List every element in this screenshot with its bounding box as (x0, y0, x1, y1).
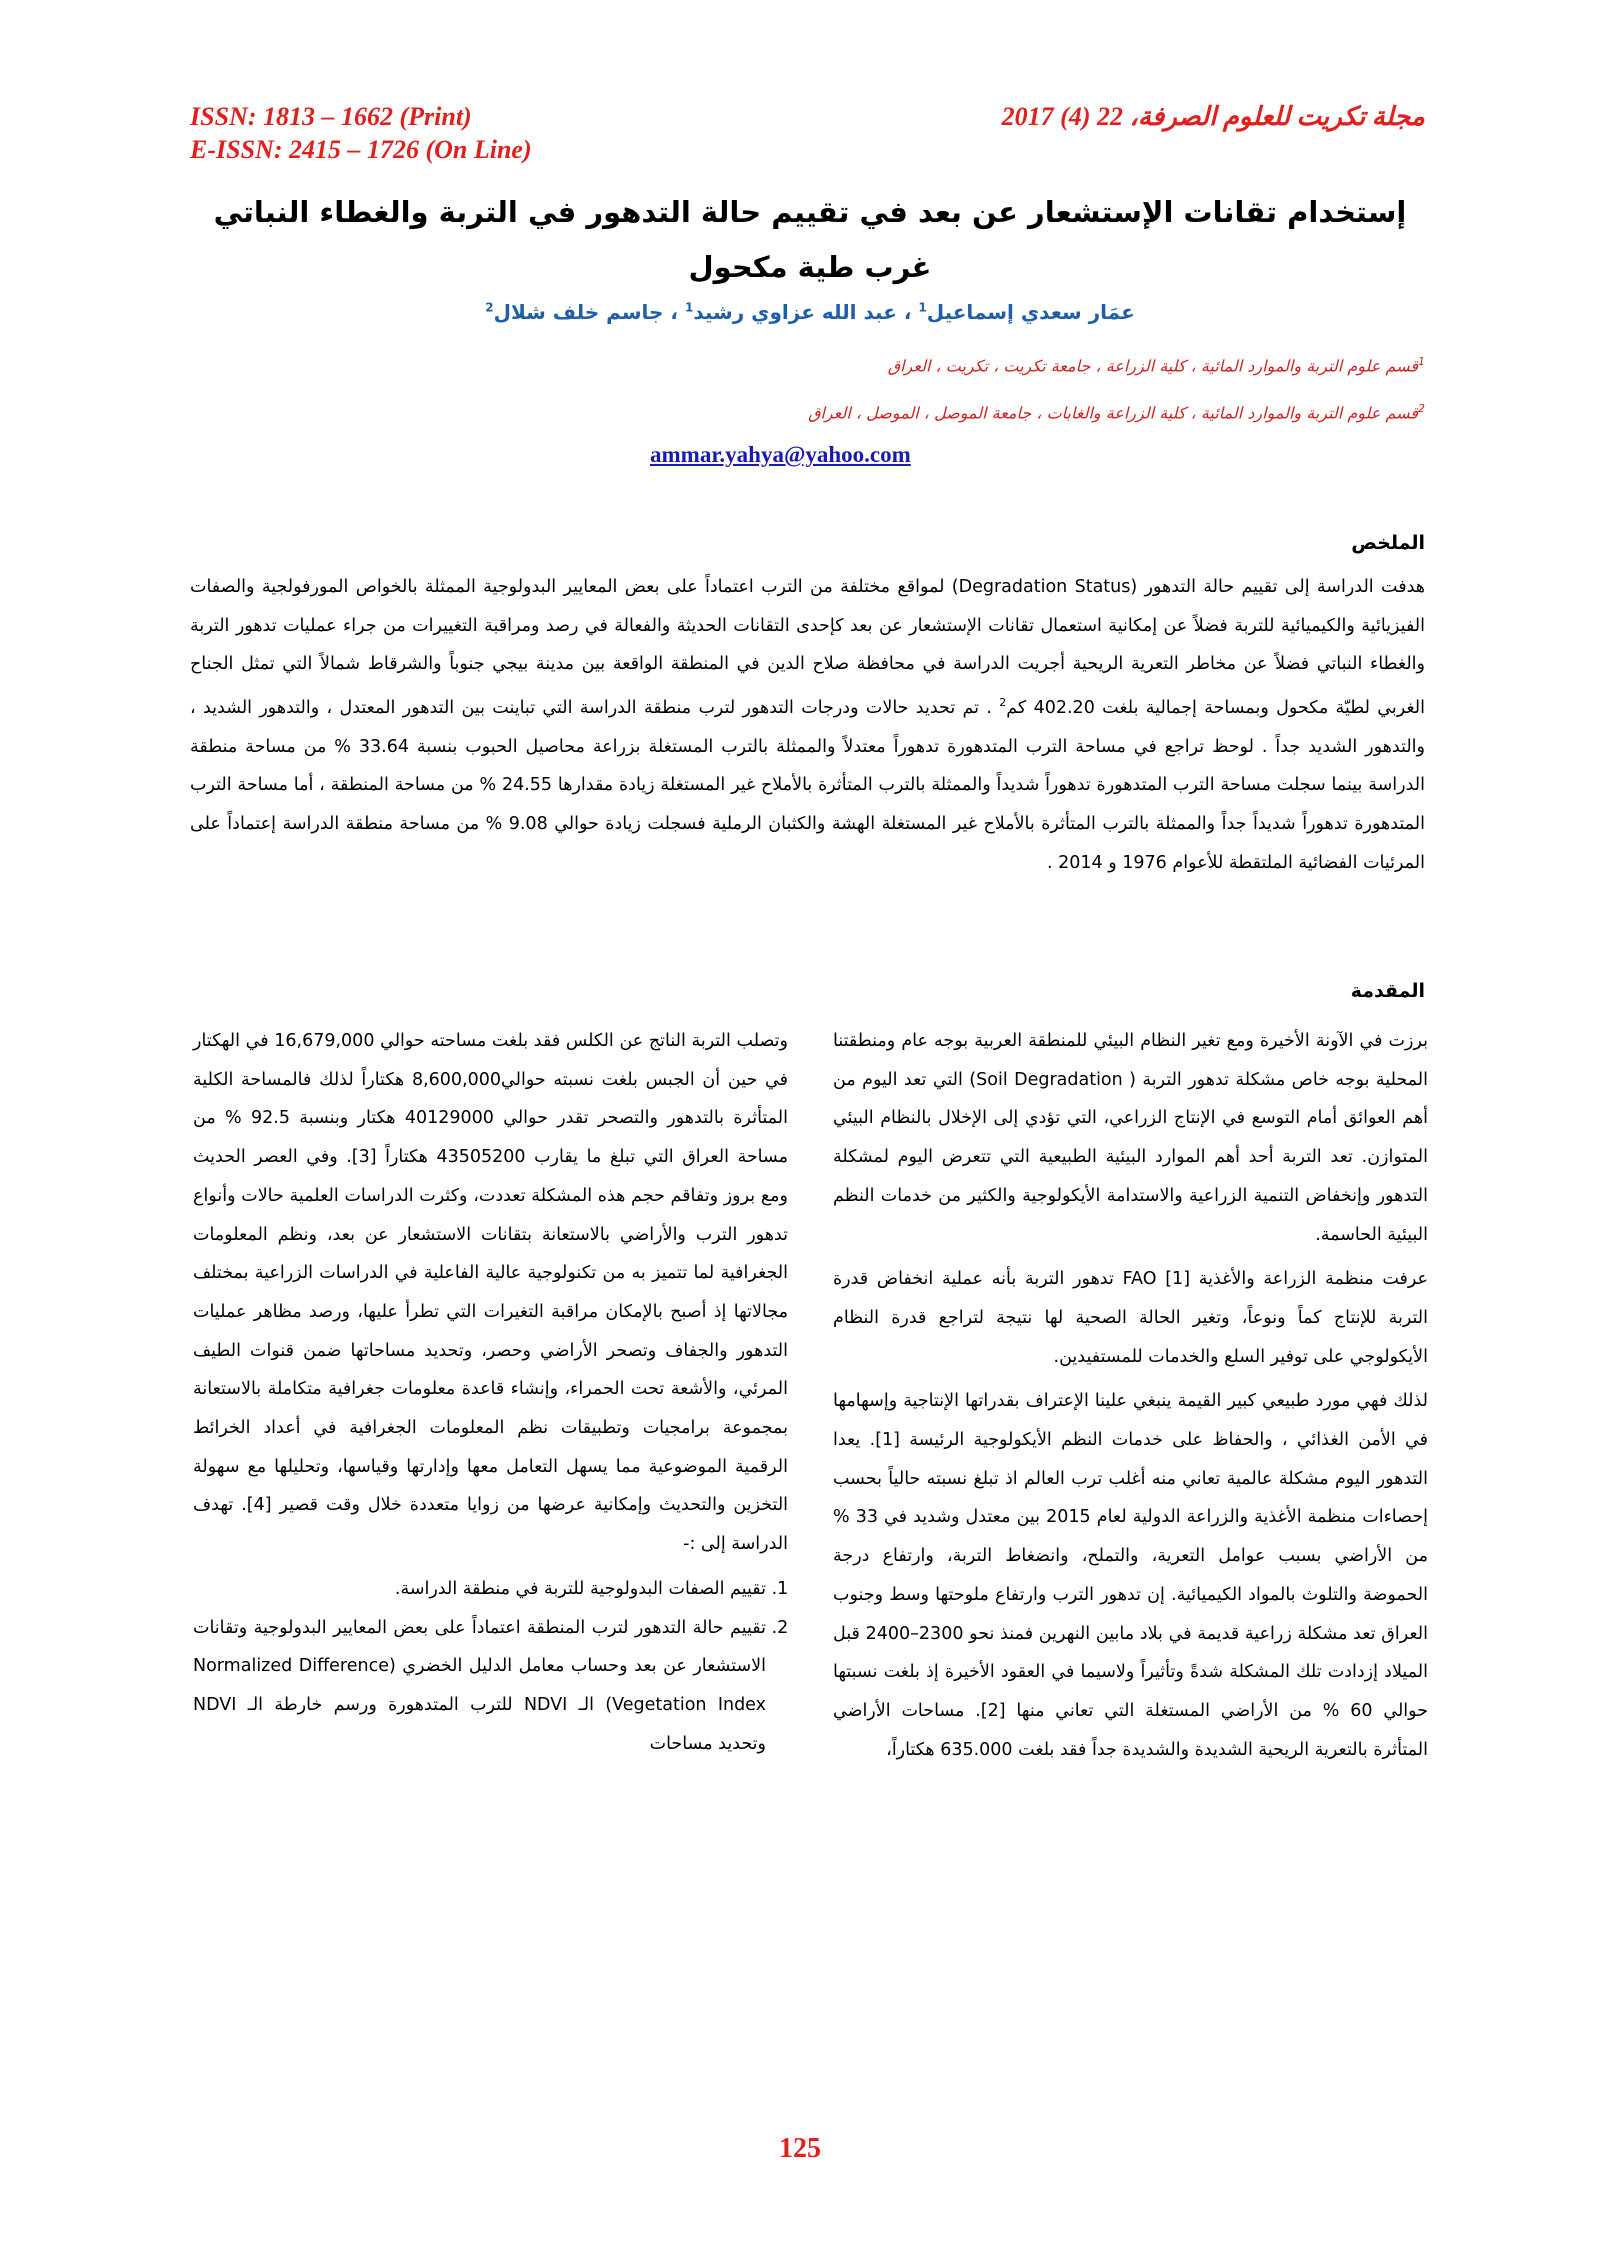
objective-item: 1. تقييم الصفات البدولوجية للتربة في منطقة الدراسة. (193, 1570, 766, 1609)
author-list (180, 300, 1440, 324)
objectives-list (193, 1570, 788, 1764)
affiliation-text: قسم علوم التربة والموارد المائية ، كلية الزراعة ، جامعة تكريت ، تكريت ، العراق (887, 356, 1418, 376)
paper-title (180, 185, 1440, 295)
affiliation-mark: 1 (1418, 355, 1425, 368)
author-name: جاسم خلف شلال (493, 300, 664, 324)
issn-block (190, 100, 532, 166)
journal-citation: مجلة تكريت للعلوم الصرفة، 22 (4) 2017 (1001, 102, 1425, 131)
intro-right-column (833, 1022, 1428, 1775)
author-name: عبد الله عزاوي رشيد (693, 300, 897, 324)
title-line-2: غرب طية مكحول (688, 250, 932, 284)
author-name: عمَار سعدي إسماعيل (926, 300, 1135, 324)
author-affil-mark: 1 (684, 300, 694, 315)
affiliation-2 (808, 402, 1425, 422)
abstract-text-part-1: هدفت الدراسة إلى تقييم حالة التدهور (Degradation Status) لمواقع مختلفة من الترب اعتماداً على بعض المعايير البدولوجية الممثلة بالخواص المورفولجية والصفات الفيزيائية والكيميائية للتربة فضلاً عن إمكانية استعمال تقانات الإستشعار عن بعد كإحدى التقانات الحديثة والفعالة في رصد ومراقبة التغييرات من جراء عمليات تدهور التربة والغطاء النباتي فضلاً عن مخاطر التعرية الريحية أجريت الدراسة في محافظة صلاح الدين في المنطقة الواقعة بين مدينة بيجي جنوباً والشرقاط شمالاً التي تمثل الجناح الغربي لطيّة مكحول وبمساحة إجمالية بلغت 402.20 كم (190, 577, 1425, 718)
paragraph: عرفت منظمة الزراعة والأغذية FAO [1] تدهور التربة بأنه عملية انخفاض قدرة التربة للإنتاج كماً ونوعاً، وتغير الحالة الصحية لها نتيجة لتراجع قدرة النظام الأيكولوجي على توفير السلع والخدمات للمستفيدين. (833, 1269, 1429, 1367)
author-separator: ، (896, 300, 919, 324)
page-number: 125 (779, 2133, 821, 2164)
affiliation-1 (888, 355, 1425, 375)
abstract-body (190, 568, 1425, 882)
abstract-superscript: 2 (999, 696, 1007, 710)
intro-left-column (193, 1022, 788, 1763)
introduction-heading: المقدمة (1350, 980, 1425, 1002)
issn-online: E-ISSN: 2415 – 1726 (On Line) (190, 135, 532, 164)
abstract-text-part-2: . تم تحديد حالات ودرجات التدهور لترب منطقة الدراسة التي تباينت بين التدهور المعتدل ، والتدهور الشديد ، والتدهور الشديد جداً . لوحظ تراجع في مساحة الترب المتدهورة تدهوراً معتدلاً والممثلة بالترب المستغلة بزراعة محاصيل الحبوب بنسبة 33.64 % من مساحة منطقة الدراسة بينما سجلت مساحة الترب المتدهورة تدهوراً شديداً والممثلة بالترب المتأثرة بالأملاح غير المستغلة زيادة مقدارها 24.55 % من مساحة المنطقة ، أما مساحة الترب المتدهورة تدهوراً شديداً جداً والممثلة بالترب المتأثرة بالأملاح غير المستغلة الهشة والكثبان الرملية فسجلت زيادة حوالي 9.08 % من مساحة منطقة الدراسة إعتماداً على المرئيات الفضائية الملتقطة للأعوام 1976 و 2014 . (190, 697, 1425, 873)
paragraph: وتصلب التربة الناتج عن الكلس فقد بلغت مساحته حوالي 16,679,000 في الهكتار في حين أن الجبس بلغت نسبته حوالي8,600,000 هكتاراً لذلك فالمساحة الكلية المتأثرة بالتدهور والتصحر تقدر حوالي 40129000 هكتار وبنسبة 92.5 % من مساحة العراق التي تبلغ ما يقارب 43505200 هكتاراً [3]. وفي العصر الحديث ومع بروز وتفاقم حجم هذه المشكلة تعددت، وكثرت الدراسات العلمية حالات وأنواع تدهور الترب والأراضي بالاستعانة بتقانات الاستشعار عن بعد، ونظم المعلومات الجغرافية لما تتميز به من تكنولوجية عالية الفاعلية في الدراسات الزراعية بمختلف مجالاتها إذ أصبح بالإمكان مراقبة التغيرات التي تطرأ عليها، ورصد مظاهر عمليات التدهور والجفاف وتصحر الأراضي وحصر، وتحديد مساحاتها ضمن قنوات الطيف المرئي، والأشعة تحت الحمراء، وإنشاء قاعدة معلومات جغرافية متكاملة بالاستعانة بمجموعة برامجيات وتطبيقات نظم المعلومات الجغرافية في أعداد الخرائط الرقمية الموضوعية مما يسهل التعامل معها وإدارتها وقياسها، وتحليلها مع سهولة التخزين والتحديث وإمكانية عرضها من زوايا متعددة خلال وقت قصير [4]. تهدف الدراسة إلى :- (193, 1031, 789, 1555)
affiliation-text: قسم علوم التربة والموارد المائية ، كلية الزراعة والغابات ، جامعة الموصل ، الموصل ، العراق (808, 403, 1418, 423)
objective-item: 2. تقييم حالة التدهور لترب المنطقة اعتماداً على بعض المعايير البدولوجية وتقانات الاستشعار عن بعد وحساب معامل الدليل الخضري (Normalized Difference Vegetation Index) الـ NDVI للترب المتدهورة ورسم خارطة الـ NDVI وتحديد مساحات (193, 1609, 766, 1764)
author-affil-mark: 1 (918, 300, 927, 315)
paragraph: برزت في الآونة الأخيرة ومع تغير النظام البيئي للمنطقة العربية بوجه عام ومنطقتنا المحلية بوجه خاص مشكلة تدهور التربة ( Soil Degradation) التي تعد اليوم من أهم العوائق أمام التوسع في الإنتاج الزراعي، التي تؤدي إلى الإخلال بالنظام البيئي المتوازن. تعد التربة أحد أهم الموارد البيئية الطبيعية التي تتعرض اليوم لمشكلة التدهور وإنخفاض التنمية الزراعية والاستدامة الأيكولوجية والكثير من خدمات النظم البيئية الحاسمة. (833, 1031, 1428, 1245)
title-line-1: إستخدام تقانات الإستشعار عن بعد في تقييم حالة التدهور في التربة والغطاء النباتي (213, 195, 1407, 229)
author-separator: ، (663, 300, 685, 324)
abstract-heading: الملخص (1351, 532, 1425, 554)
issn-print: ISSN: 1813 – 1662 (Print) (190, 102, 472, 131)
paragraph: لذلك فهي مورد طبيعي كبير القيمة ينبغي علينا الإعتراف بقدراتها الإنتاجية وإسهامها في الأمن الغذائي ، والحفاظ على خدمات النظم الأيكولوجية الرئيسة [1]. يعدا التدهور اليوم مشكلة عالمية تعاني منه أغلب ترب العالم اذ تبلغ نسبته حالياً بحسب إحصاءات منظمة الأغذية والزراعة الدولية لعام 2015 بين معتدل وشديد في 33 % من الأراضي بسبب عوامل التعرية، والتملح، وانضغاط التربة، وارتفاع درجة الحموضة والتلوث بالمواد الكيميائية. إن تدهور الترب وارتفاع ملوحتها وسط وجنوب العراق تعد مشكلة زراعية قديمة في بلاد مابين النهرين فمنذ نحو 2300–2400 قبل الميلاد إزدادت تلك المشكلة شدةً وتأثيراً ولاسيما في العقود الأخيرة إذ بلغت نسبتها حوالي 60 % من الأراضي المستغلة التي تعاني منها [2]. مساحات الأراضي المتأثرة بالتعرية الريحية الشديدة والشديدة جداً فقد بلغت 635.000 هكتاراً، (833, 1391, 1429, 1760)
affiliation-mark: 2 (1418, 402, 1425, 415)
corresponding-email-link[interactable]: ammar.yahya@yahoo.com (650, 442, 911, 467)
author-affil-mark: 2 (485, 300, 494, 315)
